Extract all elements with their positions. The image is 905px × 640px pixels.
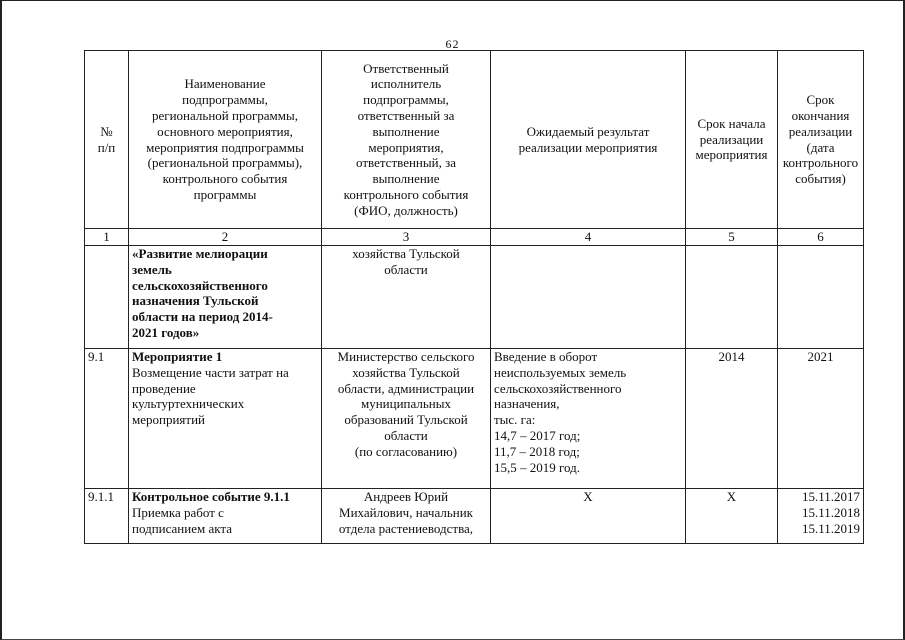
column-number: 2 [129,229,322,246]
control-event-cell [129,489,322,544]
result-cell: X [491,489,686,544]
table-row-continued [85,246,864,349]
column-number: 1 [85,229,129,246]
column-number: 6 [778,229,864,246]
table-row-9-1-1 [85,489,864,544]
header-result: Ожидаемый результат реализации мероприятия [491,51,686,229]
column-number: 4 [491,229,686,246]
control-event-title: Контрольное событие 9.1.1 [132,489,290,504]
activity-cell [129,349,322,489]
column-number-row [85,229,864,246]
header-name: Наименование подпрограммы, региональной программы, основного мероприятия, мероприятия подпрограммы (региональной программы), контрольного события программы [129,51,322,229]
control-event-desc: Приемка работ с подписанием акта [132,504,232,536]
end-empty [778,246,864,349]
start-cell: 2014 [686,349,778,489]
header-end: Срок окончания реализации (дата контрольного события) [778,51,864,229]
program-table [84,50,864,544]
executor-cell: Министерство сельского хозяйства Тульской области, администрации муниципальных образований Тульской области (по согласованию) [322,349,491,489]
result-empty [491,246,686,349]
header-num: № п/п [85,51,129,229]
activity-title: Мероприятие 1 [132,349,223,364]
start-empty [686,246,778,349]
column-number: 3 [322,229,491,246]
activity-desc: Возмещение части затрат на проведение культуртехнических мероприятий [132,364,289,428]
result-cell: Введение в оборот неиспользуемых земель сельскохозяйственного назначения, тыс. га: 14,7 – 2017 год; 11,7 – 2018 год; 15,5 – 2019 год. [491,349,686,489]
column-number: 5 [686,229,778,246]
end-dates-cell: 15.11.2017 15.11.2018 15.11.2019 [778,489,864,544]
subprogram-title: «Развитие мелиорации земель сельскохозяйственного назначения Тульской области на период 2014- 2021 годов» [129,246,322,349]
end-cell: 2021 [778,349,864,489]
table-header-row [85,51,864,229]
row-num: 9.1 [85,349,129,489]
row-num: 9.1.1 [85,489,129,544]
start-cell: X [686,489,778,544]
header-executor: Ответственный исполнитель подпрограммы, ответственный за выполнение мероприятия, ответственный, за выполнение контрольного события (ФИО, должность) [322,51,491,229]
cell-num-empty [85,246,129,349]
table-row-9-1 [85,349,864,489]
page-number: 62 [445,37,460,51]
executor-cell: Андреев Юрий Михайлович, начальник отдела растениеводства, [322,489,491,544]
header-start: Срок начала реализации мероприятия [686,51,778,229]
executor-cell: хозяйства Тульской области [322,246,491,349]
